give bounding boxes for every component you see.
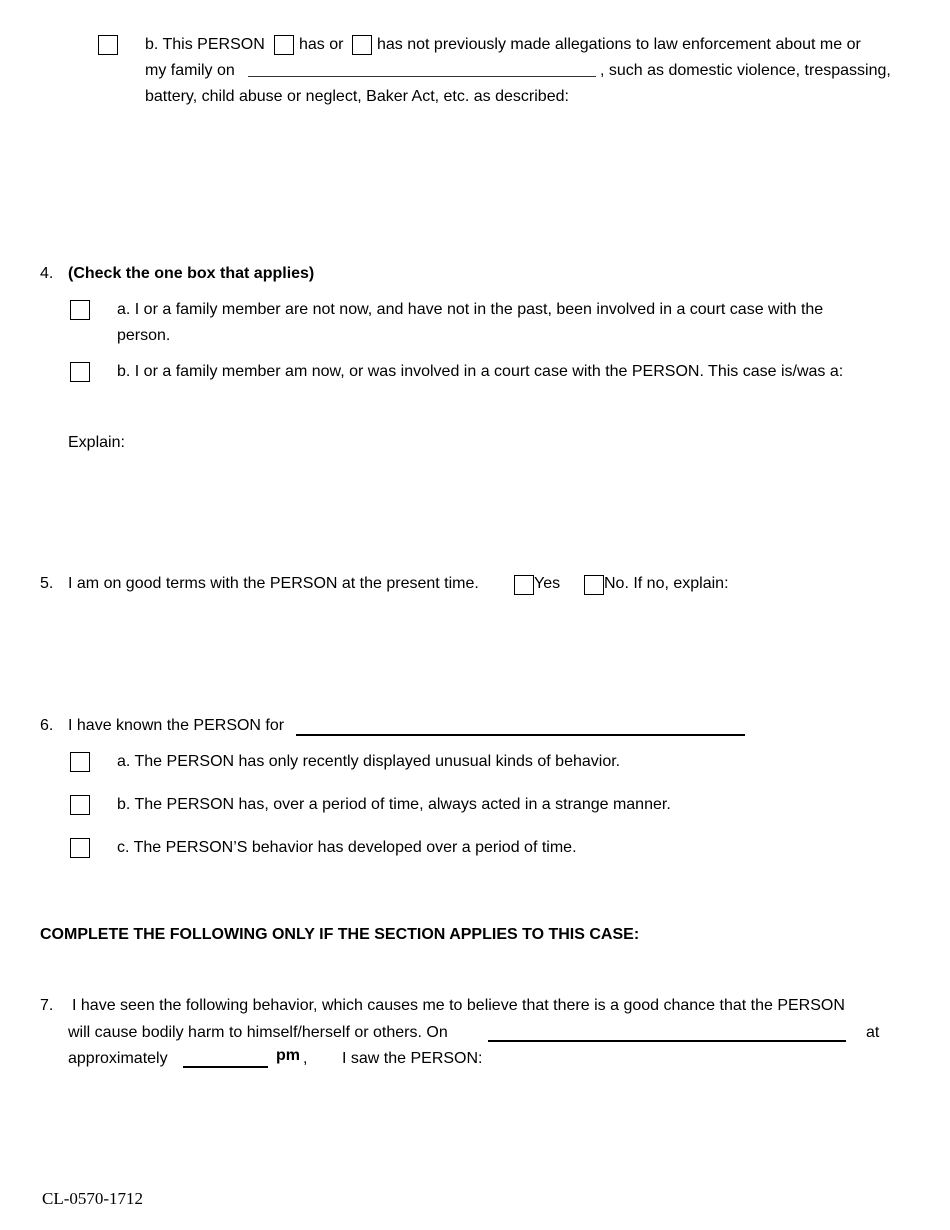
- item6a-label: a. The PERSON has only recently displayed unusual kinds of behavior.: [117, 753, 621, 770]
- item5-text: I am on good terms with the PERSON at the present time.: [68, 575, 479, 592]
- item4-number: 4.: [40, 265, 54, 282]
- item5-no-label: No. If no, explain:: [604, 575, 729, 592]
- item4b-checkbox[interactable]: [70, 362, 90, 382]
- item3b-line2-end: , such as domestic violence, trespassing,: [600, 62, 891, 79]
- item3b-line2-start: my family on: [145, 62, 235, 79]
- item7-pm-label: pm: [276, 1047, 300, 1064]
- item3b-prefix: b. This PERSON: [145, 36, 265, 53]
- section-heading: COMPLETE THE FOLLOWING ONLY IF THE SECTION APPLIES TO THIS CASE:: [40, 926, 640, 943]
- item7-date-field[interactable]: [488, 1040, 846, 1042]
- item5-yes-label: Yes: [534, 575, 561, 592]
- item4a-line1: a. I or a family member are not now, and have not in the past, been involved in a court case with the: [117, 301, 824, 318]
- item4-explain-label: Explain:: [68, 434, 125, 451]
- item3b-has-label: has or: [299, 36, 344, 53]
- item6c-label: c. The PERSON’S behavior has developed over a period of time.: [117, 839, 577, 856]
- item3b-has-not-label: has not previously made allegations to law enforcement about me or: [377, 36, 861, 53]
- item6a-checkbox[interactable]: [70, 752, 90, 772]
- item4b-line1: b. I or a family member am now, or was involved in a court case with the PERSON. This case is/was a:: [117, 363, 844, 380]
- item6c-checkbox[interactable]: [70, 838, 90, 858]
- item7-at-label: at: [866, 1024, 880, 1041]
- item7-comma: ,: [303, 1050, 308, 1067]
- item6-duration-field[interactable]: [296, 734, 745, 736]
- item3b-line3: battery, child abuse or neglect, Baker Act, etc. as described:: [145, 88, 569, 105]
- item5-number: 5.: [40, 575, 54, 592]
- item7-approx-label: approximately: [68, 1050, 168, 1067]
- item7-line2-start: will cause bodily harm to himself/herself or others. On: [68, 1024, 448, 1041]
- item6-text: I have known the PERSON for: [68, 717, 285, 734]
- item6-number: 6.: [40, 717, 54, 734]
- form-code: CL-0570-1712: [42, 1189, 144, 1208]
- item5-yes-checkbox[interactable]: [514, 575, 534, 595]
- item5-no-checkbox[interactable]: [584, 575, 604, 595]
- item4a-checkbox[interactable]: [70, 300, 90, 320]
- item3b-checkbox[interactable]: [98, 35, 118, 55]
- item4-heading: (Check the one box that applies): [68, 265, 315, 282]
- item6b-label: b. The PERSON has, over a period of time, always acted in a strange manner.: [117, 796, 671, 813]
- item3b-has-not-checkbox[interactable]: [352, 35, 372, 55]
- item3b-has-checkbox[interactable]: [274, 35, 294, 55]
- item7-number: 7.: [40, 997, 54, 1014]
- item4a-line2: person.: [117, 327, 171, 344]
- item7-time-field[interactable]: [183, 1066, 268, 1068]
- item7-saw-label: I saw the PERSON:: [342, 1050, 483, 1067]
- item3b-date-field[interactable]: [248, 76, 596, 77]
- item6b-checkbox[interactable]: [70, 795, 90, 815]
- item7-line1: I have seen the following behavior, which causes me to believe that there is a good chance that the PERSON: [72, 997, 845, 1014]
